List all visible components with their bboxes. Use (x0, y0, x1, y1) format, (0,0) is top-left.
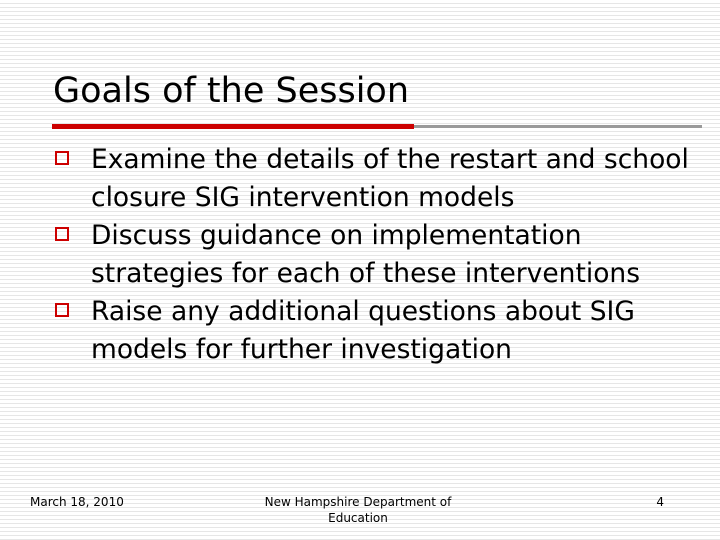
bullet-item (55, 217, 695, 293)
page-number: 4 (656, 495, 664, 509)
bullet-item (55, 293, 695, 369)
hollow-square-bullet-icon (55, 151, 69, 165)
footer-organization: New Hampshire Department of Education (264, 495, 452, 525)
slide-title: Goals of the Session (53, 71, 410, 111)
footer-date: March 18, 2010 (30, 495, 124, 509)
bullet-list (55, 141, 695, 369)
bullet-text: Discuss guidance on implementation strategies for each of these interventions (91, 220, 641, 289)
title-underline-gray (414, 125, 702, 128)
bullet-text: Raise any additional questions about SIG models for further investigation (91, 296, 635, 365)
hollow-square-bullet-icon (55, 303, 69, 317)
hollow-square-bullet-icon (55, 227, 69, 241)
bullet-item (55, 141, 695, 217)
bullet-text: Examine the details of the restart and school closure SIG intervention models (91, 144, 689, 213)
title-underline-accent (52, 124, 414, 129)
